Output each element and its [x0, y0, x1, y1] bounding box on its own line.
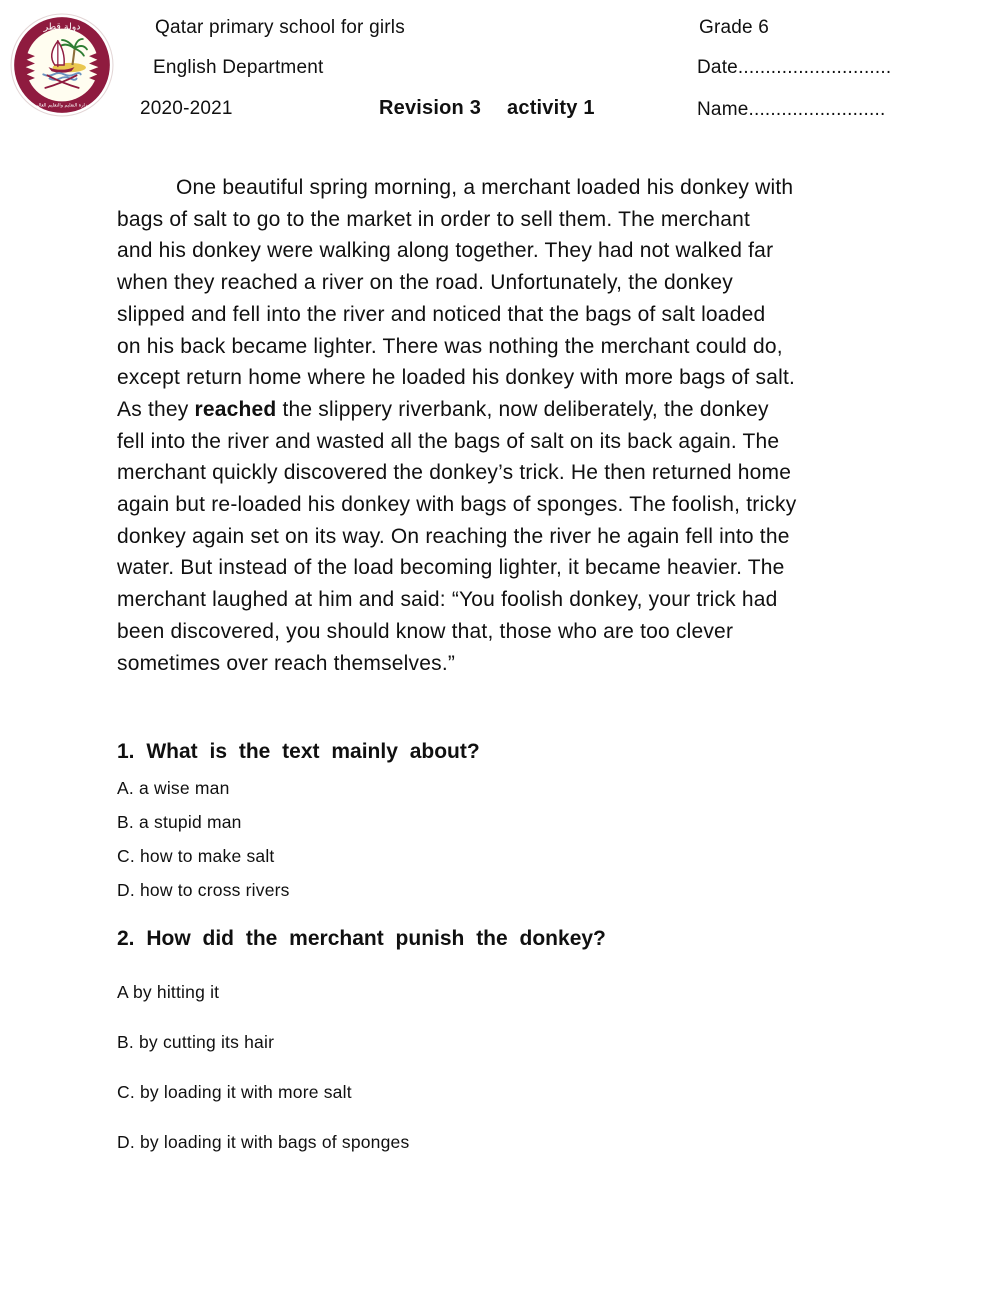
question-1-option-c[interactable]: C. how to make salt	[117, 846, 275, 866]
passage-line: slipped and fell into the river and noticed that the bags of salt loaded	[117, 302, 766, 326]
qatar-ministry-logo-icon	[10, 13, 114, 117]
question-2-option-b[interactable]: B. by cutting its hair	[117, 1032, 275, 1052]
passage-text: As they	[117, 397, 195, 421]
qatar-ministry-logo	[10, 13, 114, 117]
question-2-option-d[interactable]: D. by loading it with bags of sponges	[117, 1132, 410, 1152]
passage-line	[117, 394, 917, 426]
department-name: English Department	[153, 57, 324, 78]
passage-line: fell into the river and wasted all the bags of salt on its back again. The	[117, 429, 780, 453]
passage-line: merchant laughed at him and said: “You foolish donkey, your trick had	[117, 588, 778, 612]
passage-line: been discovered, you should know that, those who are too clever	[117, 619, 734, 643]
question-1-title: 1. What is the text mainly about?	[117, 740, 480, 763]
question-2-option-c[interactable]: C. by loading it with more salt	[117, 1082, 352, 1102]
passage-line: and his donkey were walking along together. They had not walked far	[117, 239, 774, 263]
revision-activity-title	[379, 97, 595, 120]
passage-line: donkey again set on its way. On reaching the river he again fell into the	[117, 524, 790, 548]
passage-line: again but re-loaded his donkey with bags of sponges. The foolish, tricky	[117, 493, 797, 517]
question-1-option-a[interactable]: A. a wise man	[117, 778, 230, 798]
passage-bold-word: reached	[194, 397, 277, 421]
name-field[interactable]: Name.........................	[697, 99, 886, 120]
school-name: Qatar primary school for girls	[155, 17, 405, 38]
question-2-title: 2. How did the merchant punish the donkey?	[117, 927, 606, 950]
date-field[interactable]: Date............................	[697, 57, 892, 78]
questions-section	[117, 679, 917, 1182]
passage-line: One beautiful spring morning, a merchant loaded his donkey with	[176, 176, 794, 199]
passage-line: water. But instead of the load becoming lighter, it became heavier. The	[117, 556, 785, 580]
logo-arabic-bottom-text: وزارة التعليم والتعليم العالي	[34, 103, 90, 109]
passage-line: sometimes over reach themselves.”	[117, 651, 456, 675]
school-year: 2020-2021	[140, 98, 233, 119]
activity-label: activity 1	[507, 97, 595, 119]
reading-passage	[117, 172, 917, 679]
grade-label: Grade 6	[699, 17, 770, 38]
passage-line: merchant quickly discovered the donkey’s trick. He then returned home	[117, 461, 792, 485]
passage-line: on his back became lighter. There was nothing the merchant could do,	[117, 334, 783, 358]
question-1-option-b[interactable]: B. a stupid man	[117, 812, 242, 832]
question-1-options	[117, 778, 917, 900]
question-1-option-d[interactable]: D. how to cross rivers	[117, 880, 290, 900]
passage-text: the slippery riverbank, now deliberately, the donkey	[276, 397, 769, 421]
question-2-option-a[interactable]: A by hitting it	[117, 982, 220, 1002]
passage-line: except return home where he loaded his donkey with more bags of salt.	[117, 366, 796, 390]
passage-line: when they reached a river on the road. Unfortunately, the donkey	[117, 271, 733, 295]
question-2-options	[117, 982, 917, 1152]
revision-label: Revision 3	[379, 97, 482, 119]
passage-line: bags of salt to go to the market in order to sell them. The merchant	[117, 207, 751, 231]
logo-arabic-top-text: دولة قطر	[43, 21, 81, 33]
